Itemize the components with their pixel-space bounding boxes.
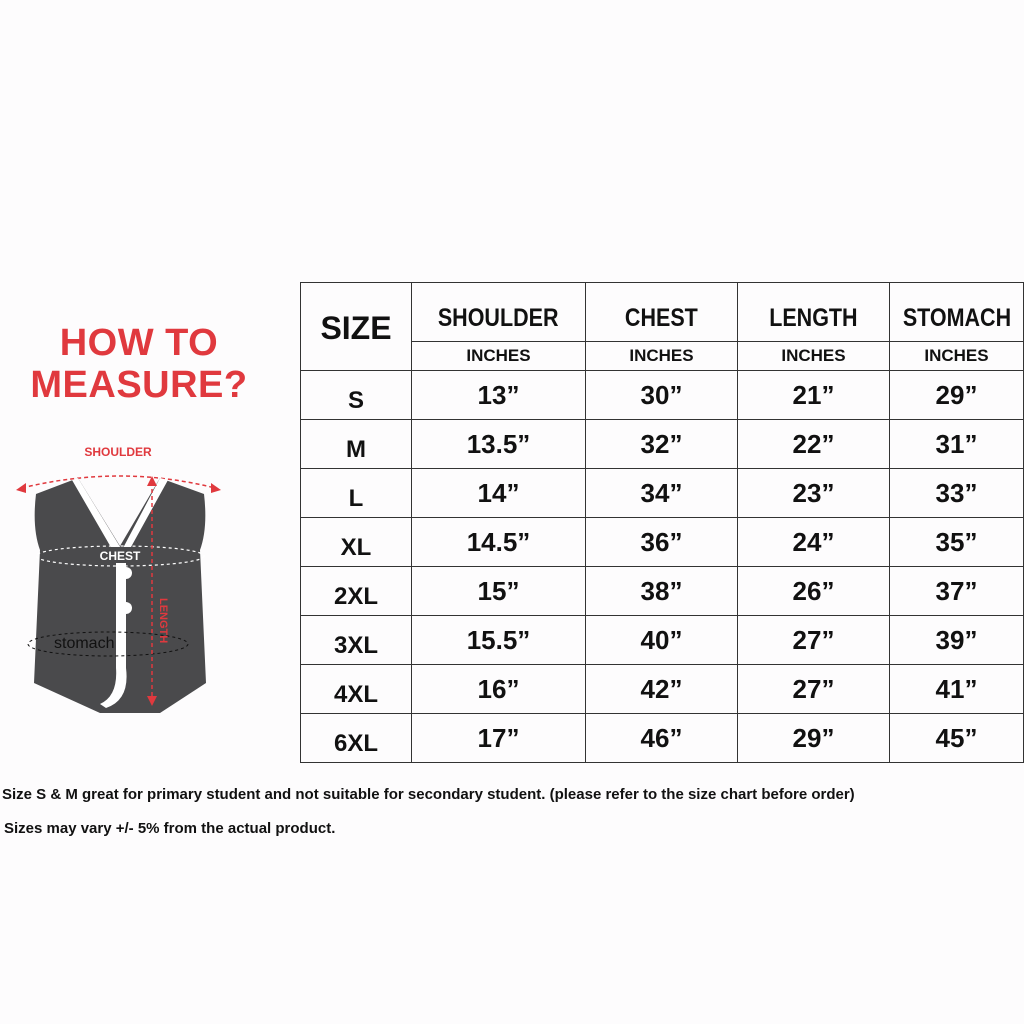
stomach-unit: INCHES [890, 342, 1024, 371]
length-cell: 21” [738, 371, 890, 420]
table-row [301, 567, 1024, 616]
stomach-cell: 33” [890, 469, 1024, 518]
chest-cell: 46” [586, 714, 738, 763]
stomach-cell: 39” [890, 616, 1024, 665]
shoulder-cell: 16” [412, 665, 586, 714]
shoulder-arrow [22, 476, 215, 488]
chest-cell: 30” [586, 371, 738, 420]
length-cell: 27” [738, 665, 890, 714]
size-column-header: SIZE [301, 283, 412, 371]
size-cell: M [301, 420, 412, 469]
length-column-header: LENGTH [738, 283, 890, 342]
chest-label: CHEST [99, 549, 141, 563]
length-cell: 26” [738, 567, 890, 616]
length-cell: 29” [738, 714, 890, 763]
chest-cell: 42” [586, 665, 738, 714]
vest-button [120, 602, 132, 614]
size-cell: S [301, 371, 412, 420]
stomach-column-header: STOMACH [890, 283, 1024, 342]
size-cell: XL [301, 518, 412, 567]
table-row [301, 616, 1024, 665]
chest-cell: 40” [586, 616, 738, 665]
chest-unit: INCHES [586, 342, 738, 371]
size-note: Size S & M great for primary student and not suitable for secondary student. (please refer to the size chart before order) [2, 786, 855, 803]
stomach-cell: 35” [890, 518, 1024, 567]
length-cell: 22” [738, 420, 890, 469]
length-unit: INCHES [738, 342, 890, 371]
vest-measurement-diagram [10, 438, 230, 723]
stomach-cell: 31” [890, 420, 1024, 469]
title-line-2: MEASURE? [30, 364, 248, 406]
shoulder-cell: 15.5” [412, 616, 586, 665]
shoulder-column-header: SHOULDER [412, 283, 586, 342]
stomach-cell: 41” [890, 665, 1024, 714]
table-row [301, 714, 1024, 763]
size-cell: 6XL [301, 714, 412, 763]
shoulder-arrow-left-head [16, 483, 26, 493]
shoulder-cell: 14” [412, 469, 586, 518]
table-row [301, 371, 1024, 420]
chest-cell: 34” [586, 469, 738, 518]
table-row [301, 665, 1024, 714]
shoulder-cell: 13” [412, 371, 586, 420]
shoulder-cell: 13.5” [412, 420, 586, 469]
size-cell: 2XL [301, 567, 412, 616]
shoulder-unit: INCHES [412, 342, 586, 371]
shoulder-cell: 15” [412, 567, 586, 616]
size-cell: 3XL [301, 616, 412, 665]
stomach-cell: 37” [890, 567, 1024, 616]
shoulder-arrow-right-head [211, 483, 221, 493]
table-row [301, 469, 1024, 518]
vest-button [120, 567, 132, 579]
stomach-cell: 29” [890, 371, 1024, 420]
shoulder-cell: 14.5” [412, 518, 586, 567]
length-cell: 23” [738, 469, 890, 518]
chest-cell: 38” [586, 567, 738, 616]
size-cell: 4XL [301, 665, 412, 714]
stomach-label: stomach [54, 635, 115, 652]
header-row [301, 283, 1024, 342]
table-row [301, 420, 1024, 469]
variance-note: Sizes may vary +/- 5% from the actual product. [4, 820, 336, 837]
shoulder-label: SHOULDER [84, 445, 152, 459]
stomach-cell: 45” [890, 714, 1024, 763]
title-line-1: HOW TO [59, 322, 219, 364]
shoulder-cell: 17” [412, 714, 586, 763]
chest-column-header: CHEST [586, 283, 738, 342]
length-label: LENGTH [157, 598, 169, 644]
length-cell: 27” [738, 616, 890, 665]
chest-cell: 36” [586, 518, 738, 567]
table-row [301, 518, 1024, 567]
how-to-measure-title [24, 322, 254, 406]
size-cell: L [301, 469, 412, 518]
length-cell: 24” [738, 518, 890, 567]
chest-cell: 32” [586, 420, 738, 469]
size-chart-table [300, 282, 1024, 763]
